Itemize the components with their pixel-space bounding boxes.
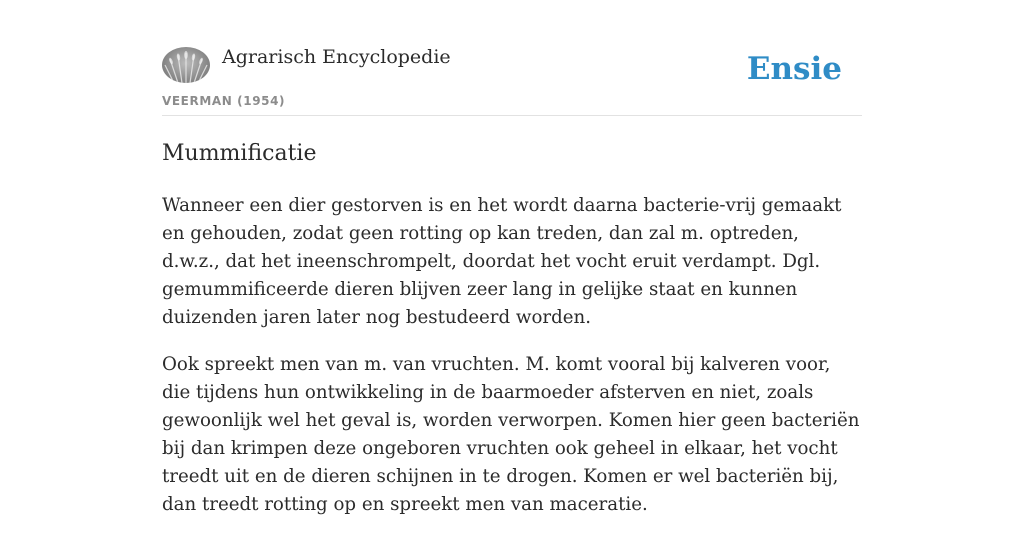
page-header bbox=[162, 0, 862, 116]
article-body bbox=[162, 192, 862, 538]
brand-logo[interactable]: Ensie bbox=[746, 51, 842, 87]
wheat-image-icon[interactable] bbox=[162, 47, 210, 83]
source-title[interactable]: Agrarisch Encyclopedie bbox=[222, 46, 451, 68]
article-paragraph: Wanneer een dier gestorven is en het wordt daarna bacterie-vrij gemaakt en gehouden, zodat geen rotting op kan treden, dan zal m. optreden, d.w.z., dat het ineenschrompelt, doordat het vocht eruit verdampt. Dgl. gemummificeerde dieren blijven zeer lang in gelijke staat en kunnen duizenden jaren later nog bestudeerd worden. bbox=[162, 195, 842, 328]
article-title: Mummificatie bbox=[162, 141, 317, 166]
article-paragraph: Ook spreekt men van m. van vruchten. M. komt vooral bij kalveren voor, die tijdens hun ontwikkeling in de baarmoeder afsterven en niet, zoals gewoonlijk wel het geval is, worden verworpen. Komen hier geen bacteriën bij dan krimpen deze ongeboren vruchten ook geheel in elkaar, het vocht treedt uit en de dieren schijnen in te drogen. Komen er wel bacteriën bij, dan treedt rotting op en spreekt men van maceratie. bbox=[162, 354, 860, 515]
source-author: VEERMAN (1954) bbox=[162, 94, 286, 108]
page bbox=[162, 0, 862, 515]
